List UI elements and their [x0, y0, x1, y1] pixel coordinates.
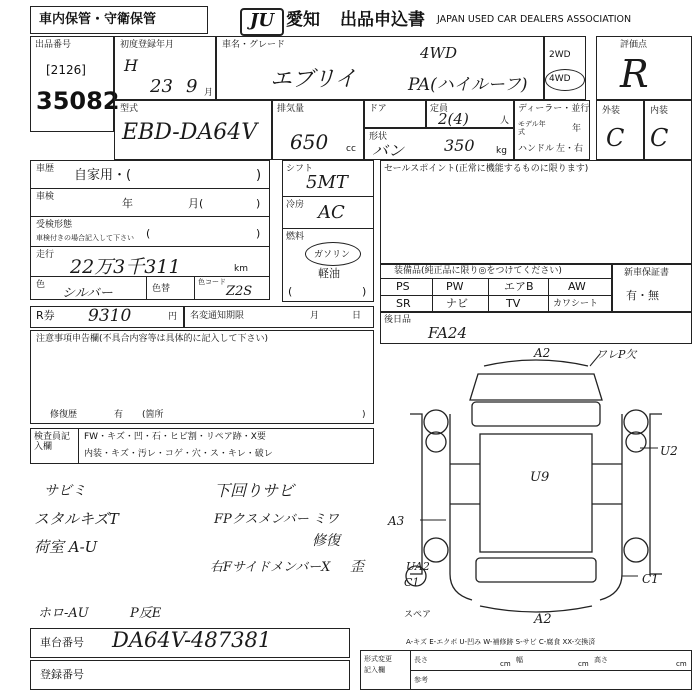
equip-ps: PS: [396, 280, 410, 293]
wheel-rr: [624, 538, 648, 562]
inspector-note-4: ホロ-AU: [38, 606, 89, 621]
inspector-note-r1: 下回りサビ: [214, 481, 295, 500]
repair-value: 有: [114, 410, 124, 420]
dimensions-length-unit: cm: [500, 660, 511, 668]
repair-place: (箇所: [142, 410, 164, 420]
displacement-value: 650: [290, 130, 329, 154]
mark-top: A2: [534, 346, 551, 360]
first-reg-year: 23: [150, 76, 173, 97]
sales-point-box: [380, 160, 692, 264]
inspector-note-2: スタルキズT: [34, 510, 119, 528]
evaluation-label: 評価点: [620, 40, 648, 50]
inspector-note-3: 荷室 A-U: [34, 538, 98, 556]
acceptance-close: ): [256, 227, 261, 240]
drive-2wd: 2WD: [549, 50, 571, 60]
history-close: ): [256, 168, 262, 183]
name-change-label: 名変通知期限: [190, 311, 245, 321]
equip-pw: PW: [446, 280, 464, 293]
inspector-note-5: P反E: [130, 606, 162, 621]
mark-top-note: ワレP欠: [596, 348, 637, 361]
legend-text: A-キズ E-エクボ U-凹み W-補修跡 S-サビ C-腐食 XX-交換済: [406, 638, 596, 646]
inspector-note-r4: 右FサイドメンバーX: [210, 560, 331, 575]
inspection-year: 年: [122, 197, 133, 210]
sales-point-label: セールスポイント(正常に機能するものに限ります): [384, 164, 589, 174]
equip-sr: SR: [396, 297, 411, 310]
mileage-value: 22万3千311: [70, 256, 181, 278]
inspection-month: 月(: [188, 197, 204, 210]
car-side-left: [410, 414, 422, 574]
lot-label: 出品番号: [35, 40, 72, 50]
type-label: 型式: [120, 104, 139, 114]
wheel-fr: [624, 410, 648, 434]
inspector-note-r5: 歪: [350, 559, 364, 575]
fuel-label: 燃料: [286, 232, 305, 242]
ju-logo: JU: [240, 8, 284, 36]
storage-title: 車内保管・守衛保管: [39, 12, 157, 27]
inspector-note-r3: 修復: [312, 533, 340, 549]
dealer-handle: ハンドル: [518, 144, 555, 154]
acceptance-label: 受検形態: [36, 220, 73, 230]
history-label: 車歴: [36, 164, 55, 174]
door-label: ドア: [369, 104, 387, 114]
rear-items-box: [380, 312, 692, 344]
repair-close: ): [362, 410, 366, 420]
chassis-label: 車台番号: [40, 636, 84, 649]
wheel-fr-outer: [626, 432, 646, 452]
car-hood: [470, 374, 602, 400]
evaluation-score: R: [620, 52, 649, 96]
model-drive-note: 4WD: [420, 44, 457, 62]
aircon-value: AC: [318, 202, 345, 223]
equipment-label: 装備品(純正品に限り◎をつけてください): [394, 266, 562, 276]
car-diagram: [380, 344, 692, 636]
first-reg-month-unit: 月: [204, 88, 214, 98]
dimensions-length: 長さ: [414, 656, 428, 664]
shape-label: 形状: [369, 132, 388, 142]
mileage-unit: km: [234, 264, 248, 274]
shift-label: シフト: [286, 164, 314, 174]
wheel-fl: [424, 410, 448, 434]
mark-br: C1: [642, 572, 659, 586]
interior-label: 内装: [650, 106, 669, 116]
first-reg-label: 初度登録年月: [120, 40, 175, 50]
inspect-row1: FW・キズ・凹・石・ヒビ割・リペア跡・X要: [84, 432, 266, 442]
notes-box: [30, 330, 374, 424]
dealer-label: ディーラー・並行: [518, 104, 590, 114]
color-code-label: 色コード: [198, 278, 226, 286]
repair-label: 修復歴: [50, 410, 78, 420]
org-name: 愛知: [286, 10, 320, 30]
mark-bl-top: UA2: [406, 560, 430, 573]
car-body-right: [600, 414, 622, 600]
notes-label: 注意事項申告欄(不具合内容等は具体的に記入して下さい): [36, 334, 269, 344]
color-code: Z2S: [226, 284, 253, 299]
mileage-label: 走行: [36, 250, 55, 260]
acceptance-open: (: [146, 227, 151, 240]
load-value: 350: [444, 136, 475, 155]
name-change-day: 日: [352, 311, 362, 321]
load-unit: kg: [496, 146, 507, 156]
car-side-right: [650, 414, 662, 574]
fuel-close: ): [362, 285, 367, 298]
drive-4wd: 4WD: [549, 74, 571, 84]
capacity-unit: 人: [500, 116, 510, 126]
color-label: 色: [36, 280, 46, 290]
inspect-row2: 内装・キズ・汚レ・コゲ・穴・ス・キレ・破レ: [84, 449, 273, 459]
car-rear-window: [476, 558, 596, 582]
equip-navi: ナビ: [446, 297, 468, 310]
aircon-label: 冷房: [286, 200, 305, 210]
car-windshield: [472, 402, 600, 426]
capacity-label: 定員: [430, 104, 449, 114]
displacement-label: 排気量: [277, 104, 305, 114]
history-value: 自家用・(: [74, 168, 132, 183]
assoc-name: JAPAN USED CAR DEALERS ASSOCIATION: [437, 14, 632, 25]
mark-bottom: A2: [534, 612, 552, 627]
inspector-note-1: サビミ: [44, 483, 86, 499]
lot-sub: [2126]: [46, 63, 86, 77]
inspection-close: ): [256, 197, 261, 210]
car-front-bumper: [484, 360, 588, 366]
sheet-title: 出品申込書: [340, 10, 425, 30]
fuel-gas: ガソリン: [314, 250, 351, 260]
name-change-month: 月: [310, 311, 320, 321]
interior-value: C: [650, 124, 669, 152]
type-value: EBD-DA64V: [122, 120, 258, 145]
equip-tv: TV: [506, 297, 521, 310]
equip-airbag: エアB: [504, 280, 534, 293]
displacement-unit: cc: [346, 144, 356, 154]
chassis-value: DA64V-487381: [112, 628, 272, 652]
rear-items-value: FA24: [428, 324, 468, 342]
car-roof: [480, 434, 592, 552]
model-name: エブリイ: [270, 67, 357, 92]
equip-aw: AW: [568, 280, 586, 293]
dimensions-height-unit: cm: [676, 660, 687, 668]
shift-value: 5MT: [306, 172, 348, 193]
mark-right: U2: [660, 444, 678, 458]
tax-unit: 円: [168, 312, 178, 322]
model-label: 車名・グレード: [222, 40, 286, 50]
shape-value: バン: [372, 141, 405, 160]
inspector-label: 検査員記入欄: [34, 432, 71, 452]
dimensions-sub: 記入欄: [364, 666, 385, 674]
first-reg-month: 9: [186, 76, 198, 97]
dimensions-width: 幅: [516, 656, 523, 664]
lot-box: [30, 36, 114, 132]
tax-label: R券: [36, 309, 55, 322]
lot-number: 35082: [36, 87, 120, 115]
tax-value: 9310: [88, 306, 132, 326]
capacity-value: 2(4): [438, 110, 469, 128]
mark-center: U9: [530, 470, 550, 485]
color-value: シルバー: [62, 286, 113, 301]
car-body-left: [450, 414, 472, 600]
fuel-open: (: [288, 285, 293, 298]
exterior-value: C: [606, 124, 625, 152]
dealer-model-year: モデル年式: [518, 120, 546, 136]
warranty-label: 新車保証書: [624, 268, 670, 278]
acceptance-note: 車検付きの場合記入して下さい: [36, 234, 134, 242]
mark-bl-bottom: C1: [404, 576, 420, 589]
dimensions-width-unit: cm: [578, 660, 589, 668]
dimensions-label: 形式変更: [364, 655, 392, 663]
rear-items-label: 後日品: [384, 315, 412, 325]
first-reg-era: H: [124, 56, 138, 75]
dimensions-ref: 参考: [414, 676, 428, 684]
color-repaint: 色替: [152, 284, 171, 294]
fuel-diesel: 軽油: [318, 267, 340, 280]
dimensions-height: 高さ: [594, 656, 608, 664]
storage-box: [30, 6, 208, 34]
wheel-rl: [424, 538, 448, 562]
inspector-note-r2: FPクスメンバー ミワ: [214, 512, 339, 527]
model-grade: PA(ハイルーフ): [408, 75, 528, 95]
inspection-label: 車検: [36, 192, 55, 202]
mark-spare: スペア: [404, 610, 432, 620]
dealer-year-unit: 年: [572, 124, 582, 134]
warranty-options: 有・無: [626, 289, 659, 302]
registration-label: 登録番号: [40, 668, 84, 681]
equip-seat: カワシート: [553, 299, 599, 309]
wheel-fl-outer: [426, 432, 446, 452]
mark-left: A3: [388, 514, 405, 528]
exterior-label: 外装: [602, 106, 621, 116]
fuel-gas-circle: [305, 242, 361, 266]
dealer-handle-options: 左・右: [556, 144, 584, 154]
